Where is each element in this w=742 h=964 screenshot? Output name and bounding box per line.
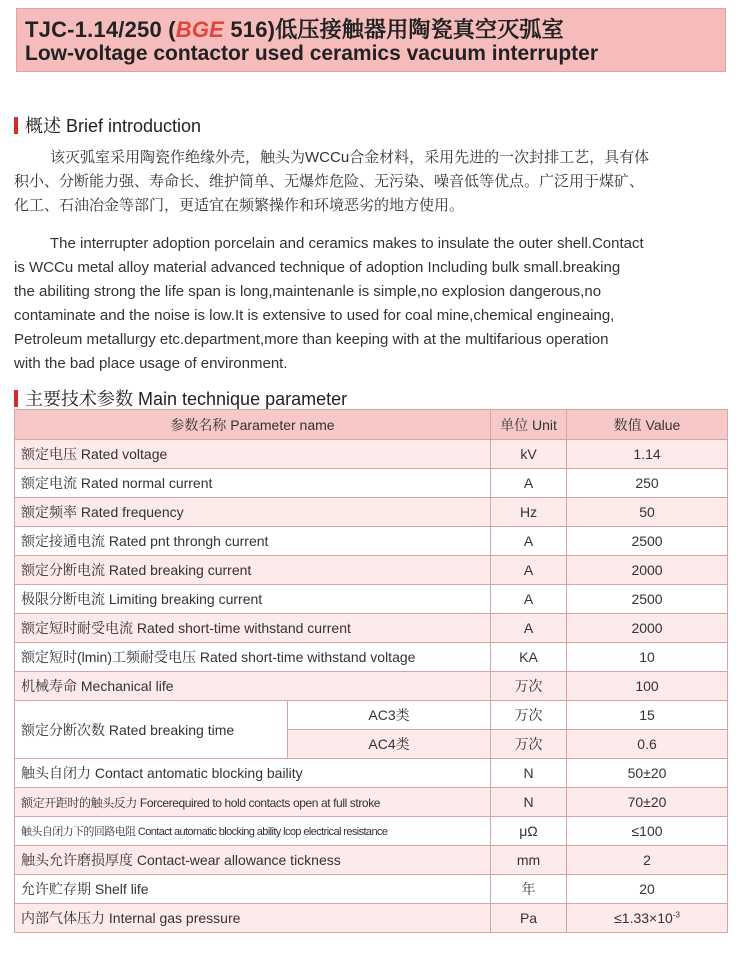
- param-unit: μΩ: [491, 817, 567, 846]
- param-name: 额定电流 Rated normal current: [15, 469, 491, 498]
- table-row: [15, 759, 728, 788]
- param-value: 50: [567, 498, 728, 527]
- param-name: 触头允许磨损厚度 Contact-wear allowance tickness: [15, 846, 491, 875]
- table-row: [15, 672, 728, 701]
- table-row: [15, 614, 728, 643]
- param-name: 触头自闭力 Contact antomatic blocking baility: [15, 759, 491, 788]
- param-name: 额定接通电流 Rated pnt throngh current: [15, 527, 491, 556]
- param-value: 2000: [567, 556, 728, 585]
- param-unit: mm: [491, 846, 567, 875]
- param-unit: 万次: [491, 701, 567, 730]
- product-title-english: Low-voltage contactor used ceramics vacuum interrupter: [25, 42, 598, 65]
- param-value: ≤100: [567, 817, 728, 846]
- model-prefix: TJC-1.14/250 (: [25, 17, 176, 42]
- table-header-row: [15, 410, 728, 440]
- header-parameter-name: 参数名称 Parameter name: [15, 410, 491, 440]
- table-row: [15, 701, 728, 730]
- table-row: [15, 498, 728, 527]
- param-name: 极限分断电流 Limiting breaking current: [15, 585, 491, 614]
- text-line: 积小、分断能力强、寿命长、维护简单、无爆炸危险、无污染、噪音低等优点。广泛用于煤矿、: [14, 173, 645, 190]
- param-value: 20: [567, 875, 728, 904]
- table-row: [15, 440, 728, 469]
- table-row: [15, 875, 728, 904]
- param-name: 额定开距时的触头反力 Forcerequired to hold contacts open at full stroke: [15, 788, 491, 817]
- param-name: 额定短时(lmin)工频耐受电压 Rated short-time withstand voltage: [15, 643, 491, 672]
- param-value: 2500: [567, 585, 728, 614]
- header-unit: 单位 Unit: [491, 410, 567, 440]
- product-title: [25, 13, 564, 44]
- text-line: with the bad place usage of environment.: [14, 355, 288, 372]
- text-line: The interrupter adoption porcelain and ceramics makes to insulate the outer shell.Contact: [50, 235, 644, 252]
- header-value: 数值 Value: [567, 410, 728, 440]
- parameter-table: [14, 409, 728, 933]
- param-unit: A: [491, 614, 567, 643]
- param-name: 额定频率 Rated frequency: [15, 498, 491, 527]
- value-base: ≤1.33×10: [614, 910, 673, 926]
- param-heading-text: 主要技术参数 Main technique parameter: [25, 389, 348, 409]
- text-line: 该灭弧室采用陶瓷作绝缘外壳，触头为WCCu合金材料，采用先进的一次封排工艺，具有体: [50, 149, 650, 166]
- table-row: [15, 469, 728, 498]
- table-row: [15, 585, 728, 614]
- param-unit: 万次: [491, 730, 567, 759]
- text-line: the abiliting strong the life span is long,maintenanle is simple,no explosion dangerous,no: [14, 283, 602, 300]
- text-line: Petroleum metallurgy etc.department,more than keeping with at the multifarious operation: [14, 331, 609, 348]
- param-value: 2000: [567, 614, 728, 643]
- intro-paragraph-chinese: [14, 146, 730, 218]
- table-row: [15, 904, 728, 933]
- table-row: [15, 788, 728, 817]
- param-unit: Pa: [491, 904, 567, 933]
- intro-paragraph-english: [14, 232, 730, 376]
- brand-logo: BGE: [175, 17, 225, 42]
- param-unit: 万次: [491, 672, 567, 701]
- heading-bar: [14, 390, 18, 407]
- table-row: [15, 817, 728, 846]
- param-sub-label: AC4类: [288, 730, 491, 759]
- param-name: 额定短时耐受电流 Rated short-time withstand current: [15, 614, 491, 643]
- param-sub-label: AC3类: [288, 701, 491, 730]
- param-value: 1.14: [567, 440, 728, 469]
- param-unit: N: [491, 788, 567, 817]
- param-value: 15: [567, 701, 728, 730]
- param-value: 50±20: [567, 759, 728, 788]
- param-name: 额定分断次数 Rated breaking time: [15, 701, 288, 759]
- param-section-heading: [14, 385, 347, 411]
- intro-section-heading: [14, 112, 201, 138]
- value-exponent: -3: [672, 910, 680, 920]
- param-value: 0.6: [567, 730, 728, 759]
- model-suffix: 516)低压接触器用陶瓷真空灭弧室: [224, 17, 564, 42]
- param-name: 触头自闭力下的回路电阻 Contact automatic blocking ability lcop electrical resistance: [15, 817, 491, 846]
- param-name: 额定分断电流 Rated breaking current: [15, 556, 491, 585]
- param-unit: kV: [491, 440, 567, 469]
- param-value: 2: [567, 846, 728, 875]
- heading-bar: [14, 117, 18, 134]
- param-unit: A: [491, 556, 567, 585]
- param-value: 2500: [567, 527, 728, 556]
- param-unit: 年: [491, 875, 567, 904]
- table-row: [15, 846, 728, 875]
- text-line: contaminate and the noise is low.It is extensive to used for coal mine,chemical engineaing,: [14, 307, 615, 324]
- intro-heading-text: 概述 Brief introduction: [25, 116, 202, 136]
- table-row: [15, 527, 728, 556]
- text-line: 化工、石油冶金等部门，更适宜在频繁操作和环境恶劣的地方使用。: [14, 197, 465, 214]
- param-value: [567, 904, 728, 933]
- param-unit: A: [491, 585, 567, 614]
- table-row: [15, 556, 728, 585]
- title-banner: [16, 8, 726, 72]
- param-name: 内部气体压力 Internal gas pressure: [15, 904, 491, 933]
- param-unit: N: [491, 759, 567, 788]
- param-value: 100: [567, 672, 728, 701]
- param-name: 允许贮存期 Shelf life: [15, 875, 491, 904]
- param-unit: A: [491, 469, 567, 498]
- param-value: 10: [567, 643, 728, 672]
- param-value: 70±20: [567, 788, 728, 817]
- param-name: 额定电压 Rated voltage: [15, 440, 491, 469]
- param-unit: KA: [491, 643, 567, 672]
- param-value: 250: [567, 469, 728, 498]
- text-line: is WCCu metal alloy material advanced technique of adoption Including bulk small.breaking: [14, 259, 621, 276]
- param-unit: A: [491, 527, 567, 556]
- table-row: [15, 643, 728, 672]
- param-unit: Hz: [491, 498, 567, 527]
- param-name: 机械寿命 Mechanical life: [15, 672, 491, 701]
